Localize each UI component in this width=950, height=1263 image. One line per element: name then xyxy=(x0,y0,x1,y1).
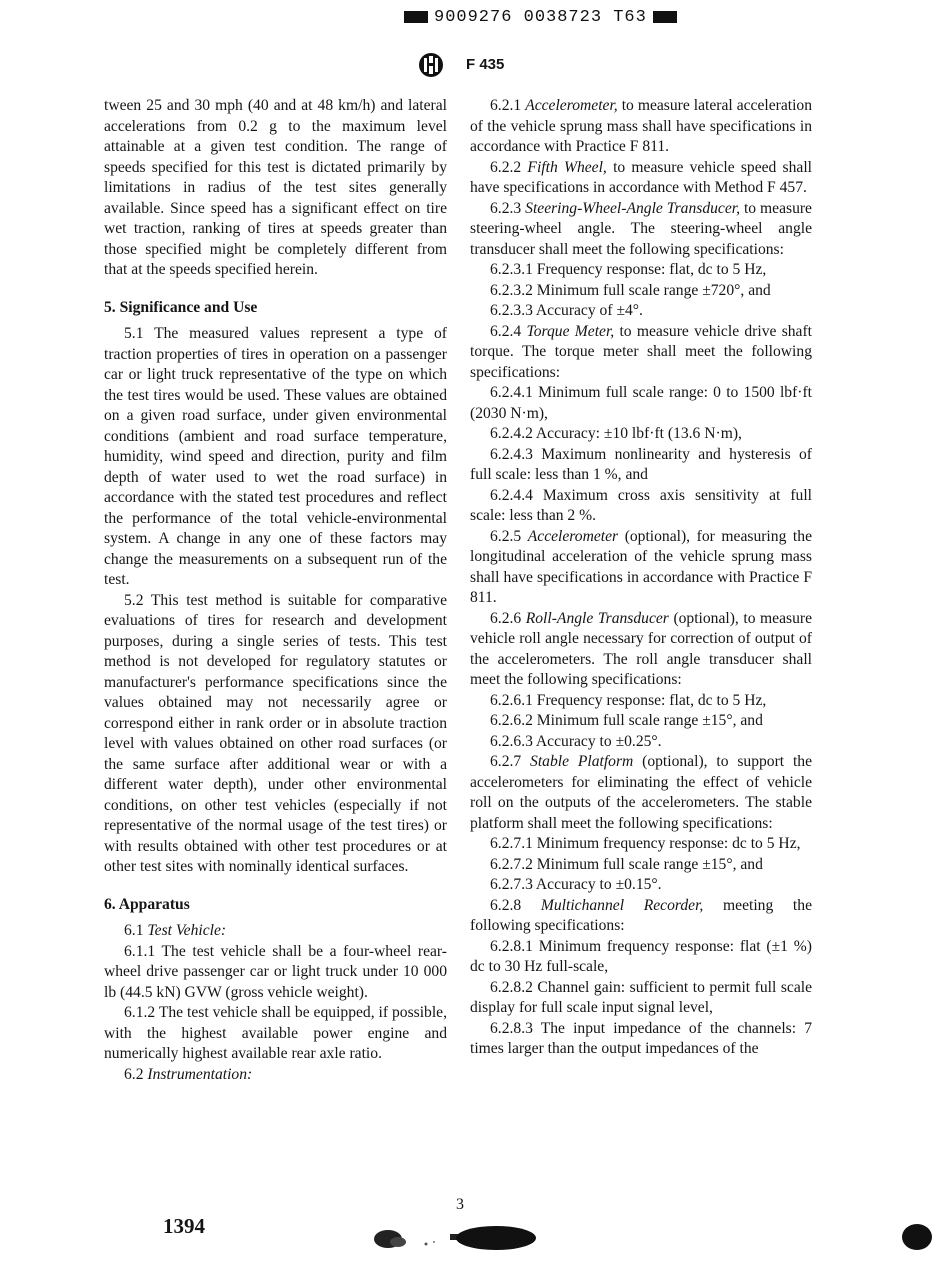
clause-number: 6.2 xyxy=(124,1065,144,1083)
paragraph-6-2-4-4: 6.2.4.4 Maximum cross axis sensitivity at full scale: less than 2 %. xyxy=(470,486,812,524)
section-heading-apparatus: 6. Apparatus xyxy=(104,895,190,913)
clause-number: 6.2.4 xyxy=(490,322,522,340)
standard-designation: F 435 xyxy=(466,56,505,73)
paragraph-6-1-1: 6.1.1 The test vehicle shall be a four-wheel rear-wheel drive passenger car or light truck under 10 000 lb (44.5 kN) GVW (gross vehicle weight). xyxy=(104,942,447,1001)
clause-text: to measure steering-wheel angle. The steering-wheel angle transducer shall meet the following specifications: xyxy=(470,199,812,258)
clause-title: Multichannel Recorder, xyxy=(540,896,704,914)
paragraph-5-1: 5.1 The measured values represent a type of traction properties of tires in operation on a passenger car or light truck representative of the type on which the test tires would be used. These values are obtained on a given road surface, under given environmental conditions (ambient and road surface temperature, humidity, wind speed and direction, purity and film depth of water used to wet the road surface) in accordance with the stated test procedures and reflect the performance of the total vehicle-environmental system. A change in any one of these factors may change the measurements on a subsequent run of the test. xyxy=(104,325,447,588)
paragraph-6-2-7-3: 6.2.7.3 Accuracy to ±0.15°. xyxy=(490,876,662,893)
paragraph-6-2-8-3: 6.2.8.3 The input impedance of the channels: 7 times larger than the output impedances of the xyxy=(470,1019,812,1057)
clause-title: Accelerometer, xyxy=(525,97,618,114)
section-heading-significance: 5. Significance and Use xyxy=(104,298,258,316)
page-number: 3 xyxy=(456,1196,464,1213)
clause-number: 6.2.8 xyxy=(490,896,522,914)
paragraph-6-2-3-1: 6.2.3.1 Frequency response: flat, dc to 5 Hz, xyxy=(490,261,767,278)
stamp-number: 1394 xyxy=(163,1214,205,1238)
paragraph-5-2: 5.2 This test method is suitable for comparative evaluations of tires for research and development purposes, during a single series of tests. This test method is not developed for regulatory statutes or manufacturer's performance specifications since the values obtained may not necessarily agree or correspond either in rank order or in absolute traction level with values obtained on other road surfaces (or the same surface after additional wear or with a different water depth), under other environmental conditions, on other test vehicles (especially if not representative of the normal usage of the test tires) or with results obtained with other test procedures or at other test sites with nominally identical surfaces. xyxy=(104,591,447,875)
clause-title: Instrumentation: xyxy=(147,1065,253,1083)
clause-title: Roll-Angle Transducer xyxy=(525,609,669,627)
paragraph-6-2-6 xyxy=(470,609,812,691)
paragraph-6-1 xyxy=(104,921,447,942)
clause-title: Stable Platform xyxy=(530,753,634,770)
paragraph-6-2-8 xyxy=(470,896,812,937)
paragraph-6-2-7-2: 6.2.7.2 Minimum full scale range ±15°, and xyxy=(490,855,763,873)
clause-text: to measure vehicle drive shaft torque. The torque meter shall meet the following specifications: xyxy=(470,322,812,381)
clause-number: 6.1 xyxy=(124,922,144,939)
scan-barcode xyxy=(398,8,688,30)
clause-title: Test Vehicle: xyxy=(147,922,227,939)
clause-text: (optional), to measure vehicle roll angle necessary for correction of output of the accelerometers. The roll angle transducer shall meet the following specifications: xyxy=(470,609,812,688)
clause-title: Steering-Wheel-Angle Transducer, xyxy=(525,199,740,217)
clause-text: (optional), for measuring the longitudinal acceleration of the vehicle sprung mass shall have specifications in accordance with Practice F 811. xyxy=(470,527,812,606)
paragraph-6-2-3-3: 6.2.3.3 Accuracy of ±4°. xyxy=(490,302,643,319)
clause-title: Torque Meter, xyxy=(526,322,615,340)
paragraph-6-2-8-1: 6.2.8.1 Minimum frequency response: flat (±1 %) dc to 30 Hz full-scale, xyxy=(470,937,812,975)
paragraph-6-2-6-3: 6.2.6.3 Accuracy to ±0.25°. xyxy=(490,732,662,750)
paragraph-6-2-8-2: 6.2.8.2 Channel gain: sufficient to permit full scale display for full scale input signal level, xyxy=(470,978,812,1016)
astm-logo-icon xyxy=(418,52,444,78)
paragraph-6-2-7-1: 6.2.7.1 Minimum frequency response: dc to 5 Hz, xyxy=(490,835,801,852)
ink-blot-icon xyxy=(902,1224,932,1250)
clause-number: 6.2.7 xyxy=(490,753,522,770)
clause-title: Fifth Wheel, xyxy=(527,158,607,176)
right-column xyxy=(470,96,812,1060)
paragraph-6-2-7 xyxy=(470,752,812,834)
paragraph-6-2-3 xyxy=(470,199,812,261)
clause-text: meeting the following specifications: xyxy=(470,896,812,934)
barcode-block-left xyxy=(404,11,428,23)
clause-text: to measure vehicle speed shall have specifications in accordance with Method F 457. xyxy=(470,158,813,196)
paragraph-6-2-2 xyxy=(470,158,812,199)
scan-smudge-icon xyxy=(368,1222,538,1254)
clause-number: 6.2.2 xyxy=(490,158,522,176)
left-column xyxy=(104,96,447,1085)
barcode-block-right xyxy=(653,11,677,23)
paragraph-6-2-1 xyxy=(470,96,812,158)
paragraph-6-1-2: 6.1.2 The test vehicle shall be equipped, if possible, with the highest available power engine and numerically highest available rear axle ratio. xyxy=(104,1004,447,1062)
barcode-text: 9009276 0038723 T63 xyxy=(434,8,647,27)
intro-continuation: tween 25 and 30 mph (40 and at 48 km/h) and lateral accelerations from 0.2 g to the maximum level attainable at a given test condition. The range of speeds specified for this test is dictated primarily by limitations in radius of the test sites generally available. Since speed has a significant effect on tire wet traction, ranking of tires at speeds greater than those specified might be completely different from that at the speeds specified herein. xyxy=(104,97,447,278)
clause-number: 6.2.3 xyxy=(490,199,522,217)
paragraph-6-2-4-1: 6.2.4.1 Minimum full scale range: 0 to 1500 lbf·ft (2030 N·m), xyxy=(470,384,812,422)
clause-text: (optional), to support the accelerometers for eliminating the effect of vehicle roll on the outputs of the accelerometers. The stable platform shall meet the following specifications: xyxy=(470,753,812,832)
clause-number: 6.2.6 xyxy=(490,609,522,627)
paragraph-6-2-4-3: 6.2.4.3 Maximum nonlinearity and hysteresis of full scale: less than 1 %, and xyxy=(470,445,812,483)
paragraph-6-2-4 xyxy=(470,322,812,384)
clause-title: Accelerometer xyxy=(527,527,619,545)
paragraph-6-2-3-2: 6.2.3.2 Minimum full scale range ±720°, and xyxy=(490,281,771,299)
clause-text: to measure lateral acceleration of the vehicle sprung mass shall have specifications in accordance with Practice F 811. xyxy=(470,97,813,155)
paragraph-6-2-6-2: 6.2.6.2 Minimum full scale range ±15°, and xyxy=(490,712,763,729)
clause-number: 6.2.1 xyxy=(490,97,522,114)
paragraph-6-2-5 xyxy=(470,527,812,609)
paragraph-6-2 xyxy=(104,1065,447,1086)
clause-number: 6.2.5 xyxy=(490,527,522,545)
paragraph-6-2-6-1: 6.2.6.1 Frequency response: flat, dc to 5 Hz, xyxy=(490,691,767,709)
paragraph-6-2-4-2: 6.2.4.2 Accuracy: ±10 lbf·ft (13.6 N·m), xyxy=(490,425,742,442)
